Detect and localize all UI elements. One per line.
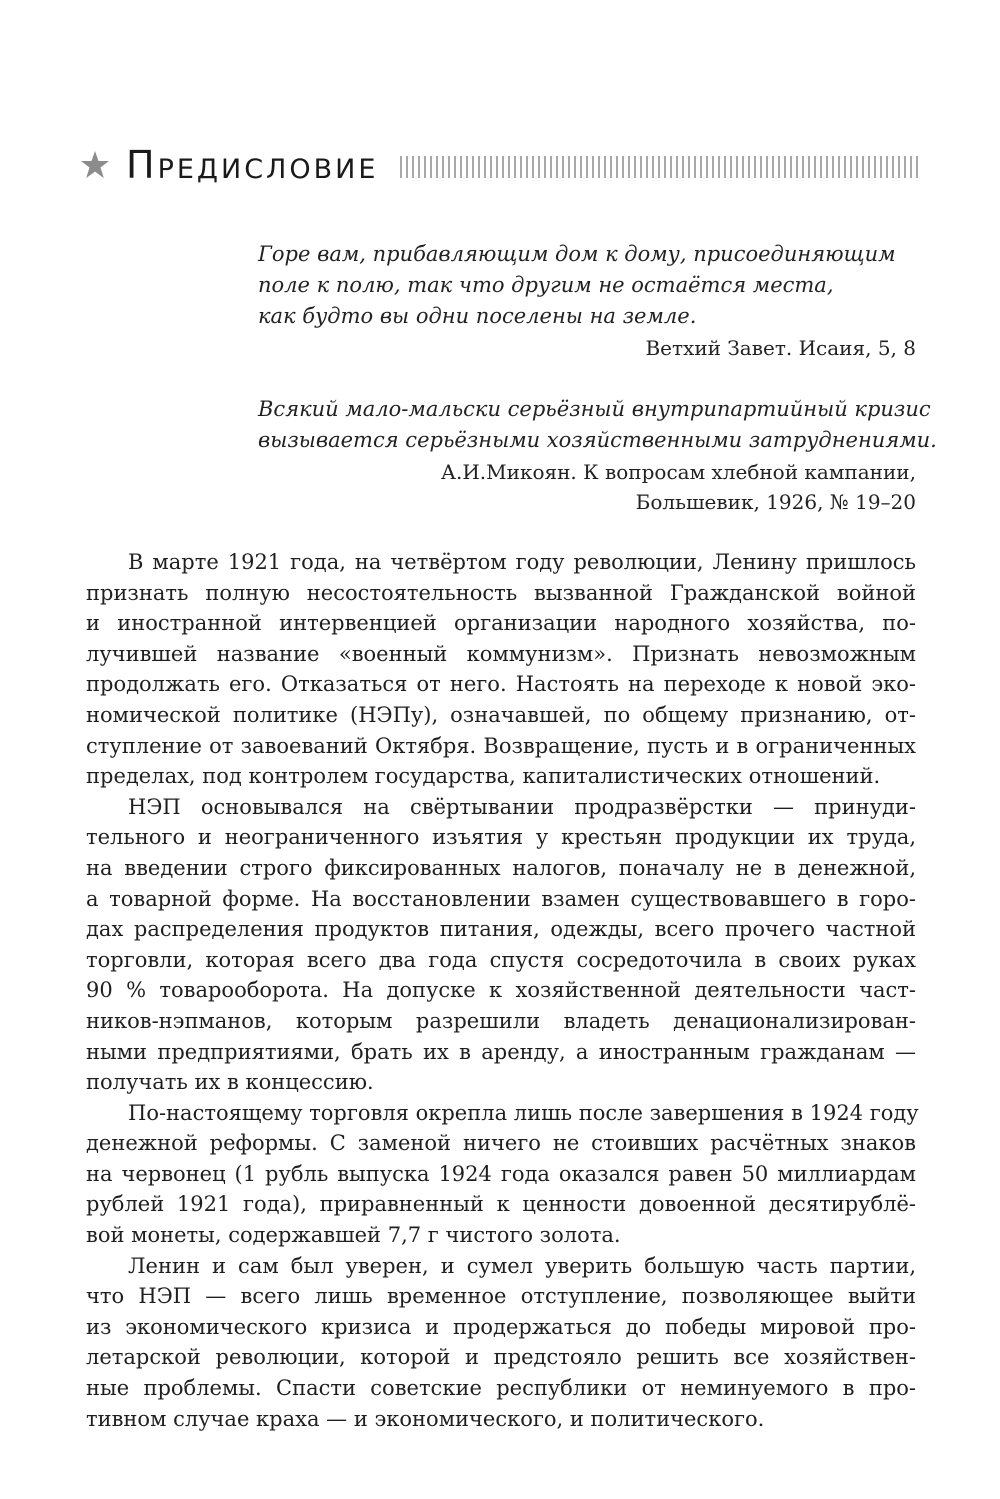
text-line: продолжать его. Отказаться от него. Настоять на переходе к новой эко- [86,672,916,697]
text-line: По-настоящему торговля окрепла лишь после завершения в 1924 году [128,1100,919,1125]
text-line: рублей 1921 года), приравненный к ценности довоенной десятирублё- [86,1192,916,1217]
text-line: денежной реформы. С заменой ничего не стоивших расчётных знаков [86,1131,916,1156]
text-line: номической политике (НЭПу), означавшей, по общему признанию, от- [86,702,916,727]
epigraph-source-line: Большевик, 1926, № 19–20 [635,490,916,514]
text-line: пределах, под контролем государства, капиталистических отношений. [86,764,881,789]
text-line: НЭП основывался на свёртывании продразвёрстки — принуди- [128,794,916,819]
text-line: на червонец (1 рубль выпуска 1924 года оказался равен 50 миллиардам [86,1161,916,1186]
text-line: а товарной форме. На восстановлении взамен существовавшего в горо- [86,886,916,911]
chapter-heading [80,138,920,192]
paragraph [86,1251,916,1435]
text-line: что НЭП — всего лишь временное отступление, позволяющее выйти [86,1284,916,1309]
epigraph-line: вызывается серьёзными хозяйственными затруднениями. [258,428,937,452]
text-line: ными предприятиями, брать их в аренду, а иностранным гражданам — [86,1039,916,1064]
epigraph-line: Горе вам, прибавляющим дом к дому, присоединяющим [258,242,896,266]
text-line: получать их в концессию. [86,1070,374,1095]
epigraph-source [258,333,916,363]
epigraph [258,239,916,363]
chapter-title: Предисловие [126,143,379,187]
text-line: признать полную несостоятельность вызванной Гражданской войной [86,580,916,605]
text-line: торговли, которая всего два года спустя сосредоточила в своих руках [86,947,916,972]
text-line: дах распределения продуктов питания, одежды, всего прочего частной [86,917,916,942]
text-line: из экономического кризиса и продержаться до победы мировой про- [86,1314,916,1339]
star-icon [80,150,110,180]
paragraph [86,1098,919,1251]
epigraph-line: поле к полю, так что другим не остаётся места, [258,273,834,297]
text-line: ступление от завоеваний Октября. Возвращение, пусть и в ограниченных [86,733,916,758]
epigraph-line: как будто вы одни поселены на земле. [258,304,697,328]
paragraph [86,792,916,1098]
epigraph [258,394,937,517]
epigraph-source-line: Ветхий Завет. Исаия, 5, 8 [645,336,916,360]
text-line: тивном случае краха — и экономического, и политического. [86,1406,765,1431]
text-line: и иностранной интервенцией организации народного хозяйства, по- [86,611,916,636]
text-line: тельного и неограниченного изъятия у крестьян продукции их труда, [86,825,916,850]
decorative-rule [400,156,920,178]
epigraph-source-line: А.И.Микоян. К вопросам хлебной кампании, [440,460,916,484]
text-line: вой монеты, содержавшей 7,7 г чистого золота. [86,1223,621,1248]
text-line: лучившей название «военный коммунизм». Признать невозможным [86,641,916,666]
text-line: на введении строго фиксированных налогов, поначалу не в денежной, [86,855,916,880]
text-line: ников-нэпманов, которым разрешили владеть денационализирован- [86,1008,916,1033]
text-line: летарской революции, которой и предстояло решить все хозяйствен- [86,1345,916,1370]
body-text [86,547,919,1434]
epigraph-line: Всякий мало-мальски серьёзный внутрипартийный кризис [258,397,931,421]
text-line: ные проблемы. Спасти советские республики от неминуемого в про- [86,1376,916,1401]
epigraph-source [258,457,916,517]
text-line: В марте 1921 года, на четвёртом году революции, Ленину пришлось [128,550,916,574]
text-line: Ленин и сам был уверен, и сумел уверить большую часть партии, [128,1253,916,1278]
paragraph [86,547,916,792]
epigraph-quote [258,239,916,332]
epigraph-quote [258,394,937,456]
text-line: 90 % товарооборота. На допуске к хозяйственной деятельности част- [86,978,916,1003]
